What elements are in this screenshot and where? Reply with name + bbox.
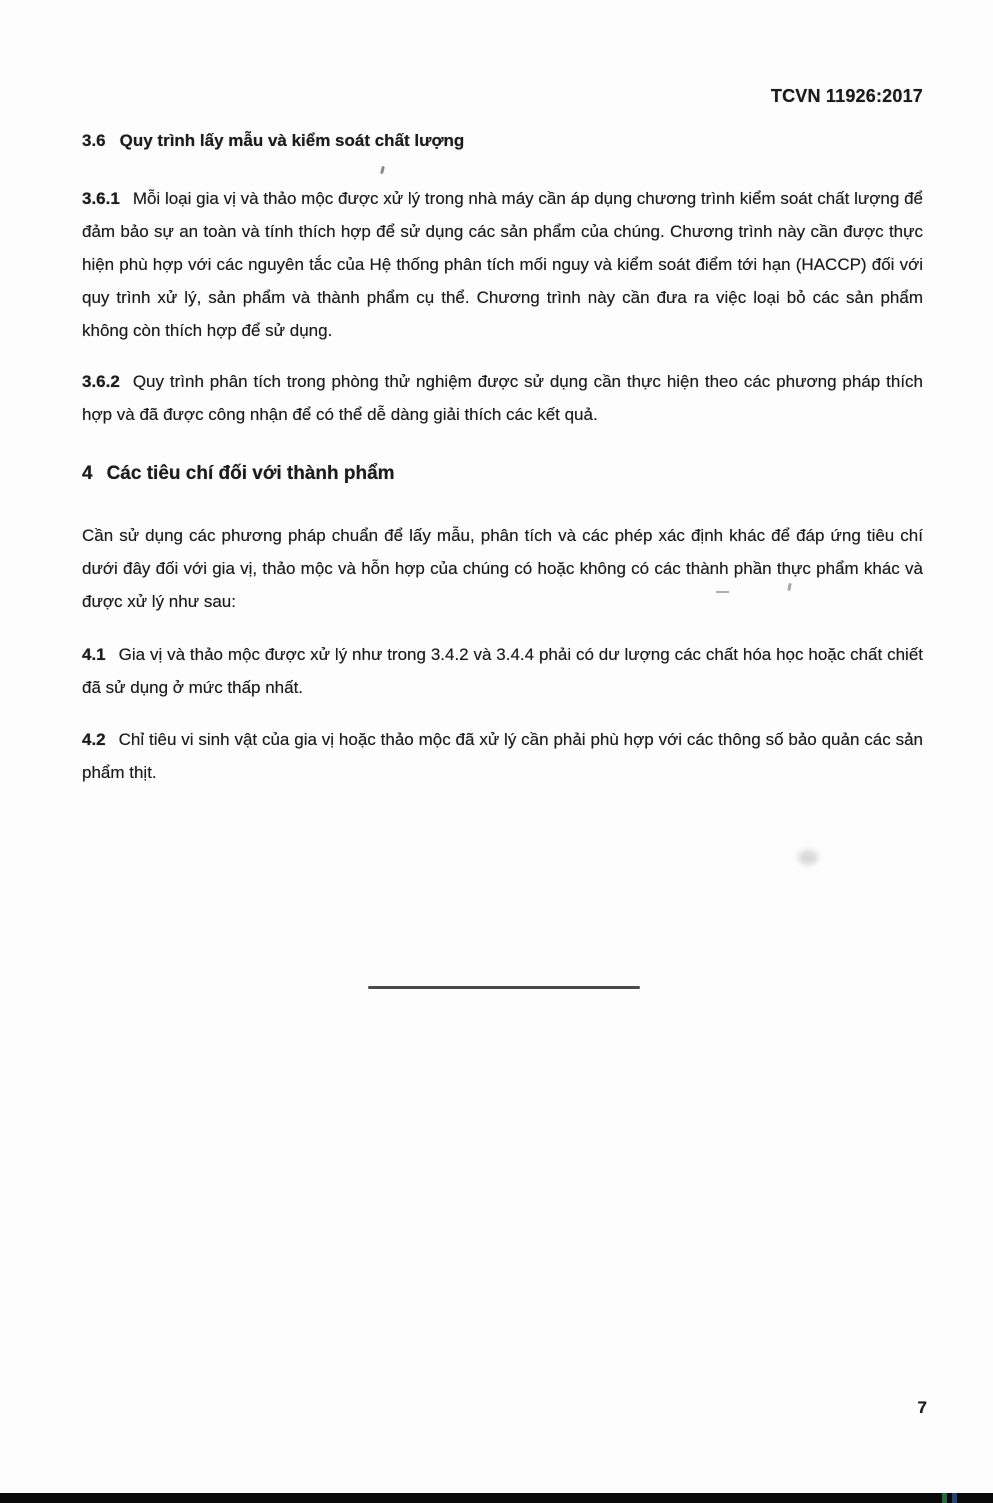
paragraph-4-2: [82, 723, 923, 789]
end-of-text-divider-rule: [368, 986, 640, 989]
paragraph-4-1: [82, 638, 923, 704]
section-4-title: Các tiêu chí đối với thành phẩm: [106, 463, 395, 484]
scanner-edge-bar: [0, 1493, 993, 1503]
section-3-6-heading: [82, 131, 922, 151]
section-4-intro-paragraph: Cần sử dụng các phương pháp chuẩn để lấy mẫu, phân tích và các phép xác định khác để đáp ứng tiêu chí dưới đây đối với gia vị, thảo mộc và hỗn hợp của chúng có hoặc không có các thành phần thực phẩm khác và được xử lý như sau:: [82, 526, 923, 611]
paragraph-3-6-2: [82, 365, 923, 431]
paragraph-3-6-1-text: Mỗi loại gia vị và thảo mộc được xử lý trong nhà máy cần áp dụng chương trình kiểm soát chất lượng để đảm bảo sự an toàn và tính thích hợp để sử dụng các sản phẩm của chúng. Chương trình này cần được thực hiện phù hợp với các nguyên tắc của Hệ thống phân tích mối nguy và kiểm soát điểm tới hạn (HACCP) đối với quy trình xử lý, sản phẩm và thành phẩm cụ thể. Chương trình này cần đưa ra việc loại bỏ các sản phẩm không còn thích hợp để sử dụng.: [82, 189, 923, 340]
scan-smudge: [798, 850, 818, 865]
scan-speck: [716, 591, 729, 593]
paragraph-3-6-1-number: 3.6.1: [82, 189, 120, 208]
section-4-number: 4: [82, 463, 93, 484]
paragraph-4-1-text: Gia vị và thảo mộc được xử lý như trong 3.4.2 và 3.4.4 phải có dư lượng các chất hóa học hoặc chất chiết đã sử dụng ở mức thấp nhất.: [82, 645, 923, 697]
paragraph-3-6-2-number: 3.6.2: [82, 372, 120, 391]
paragraph-4-2-text: Chỉ tiêu vi sinh vật của gia vị hoặc thảo mộc đã xử lý cần phải phù hợp với các thông số bảo quản các sản phẩm thịt.: [82, 730, 923, 782]
paragraph-3-6-2-text: Quy trình phân tích trong phòng thử nghiệm được sử dụng cần thực hiện theo các phương pháp thích hợp và đã được công nhận để có thể dễ dàng giải thích các kết quả.: [82, 372, 923, 424]
paragraph-4-2-number: 4.2: [82, 730, 106, 749]
scan-speck: [380, 166, 385, 174]
document-header-standard-code: TCVN 11926:2017: [770, 86, 923, 106]
section-3-6-number: 3.6: [82, 131, 106, 150]
scan-color-artifact: [942, 1493, 947, 1503]
section-4-heading: [82, 463, 922, 485]
scan-color-artifact: [952, 1493, 957, 1503]
paragraph-3-6-1: [82, 182, 923, 347]
paragraph-4-1-number: 4.1: [82, 645, 106, 664]
page-number: 7: [917, 1398, 927, 1417]
section-3-6-title: Quy trình lấy mẫu và kiểm soát chất lượng: [119, 131, 465, 150]
